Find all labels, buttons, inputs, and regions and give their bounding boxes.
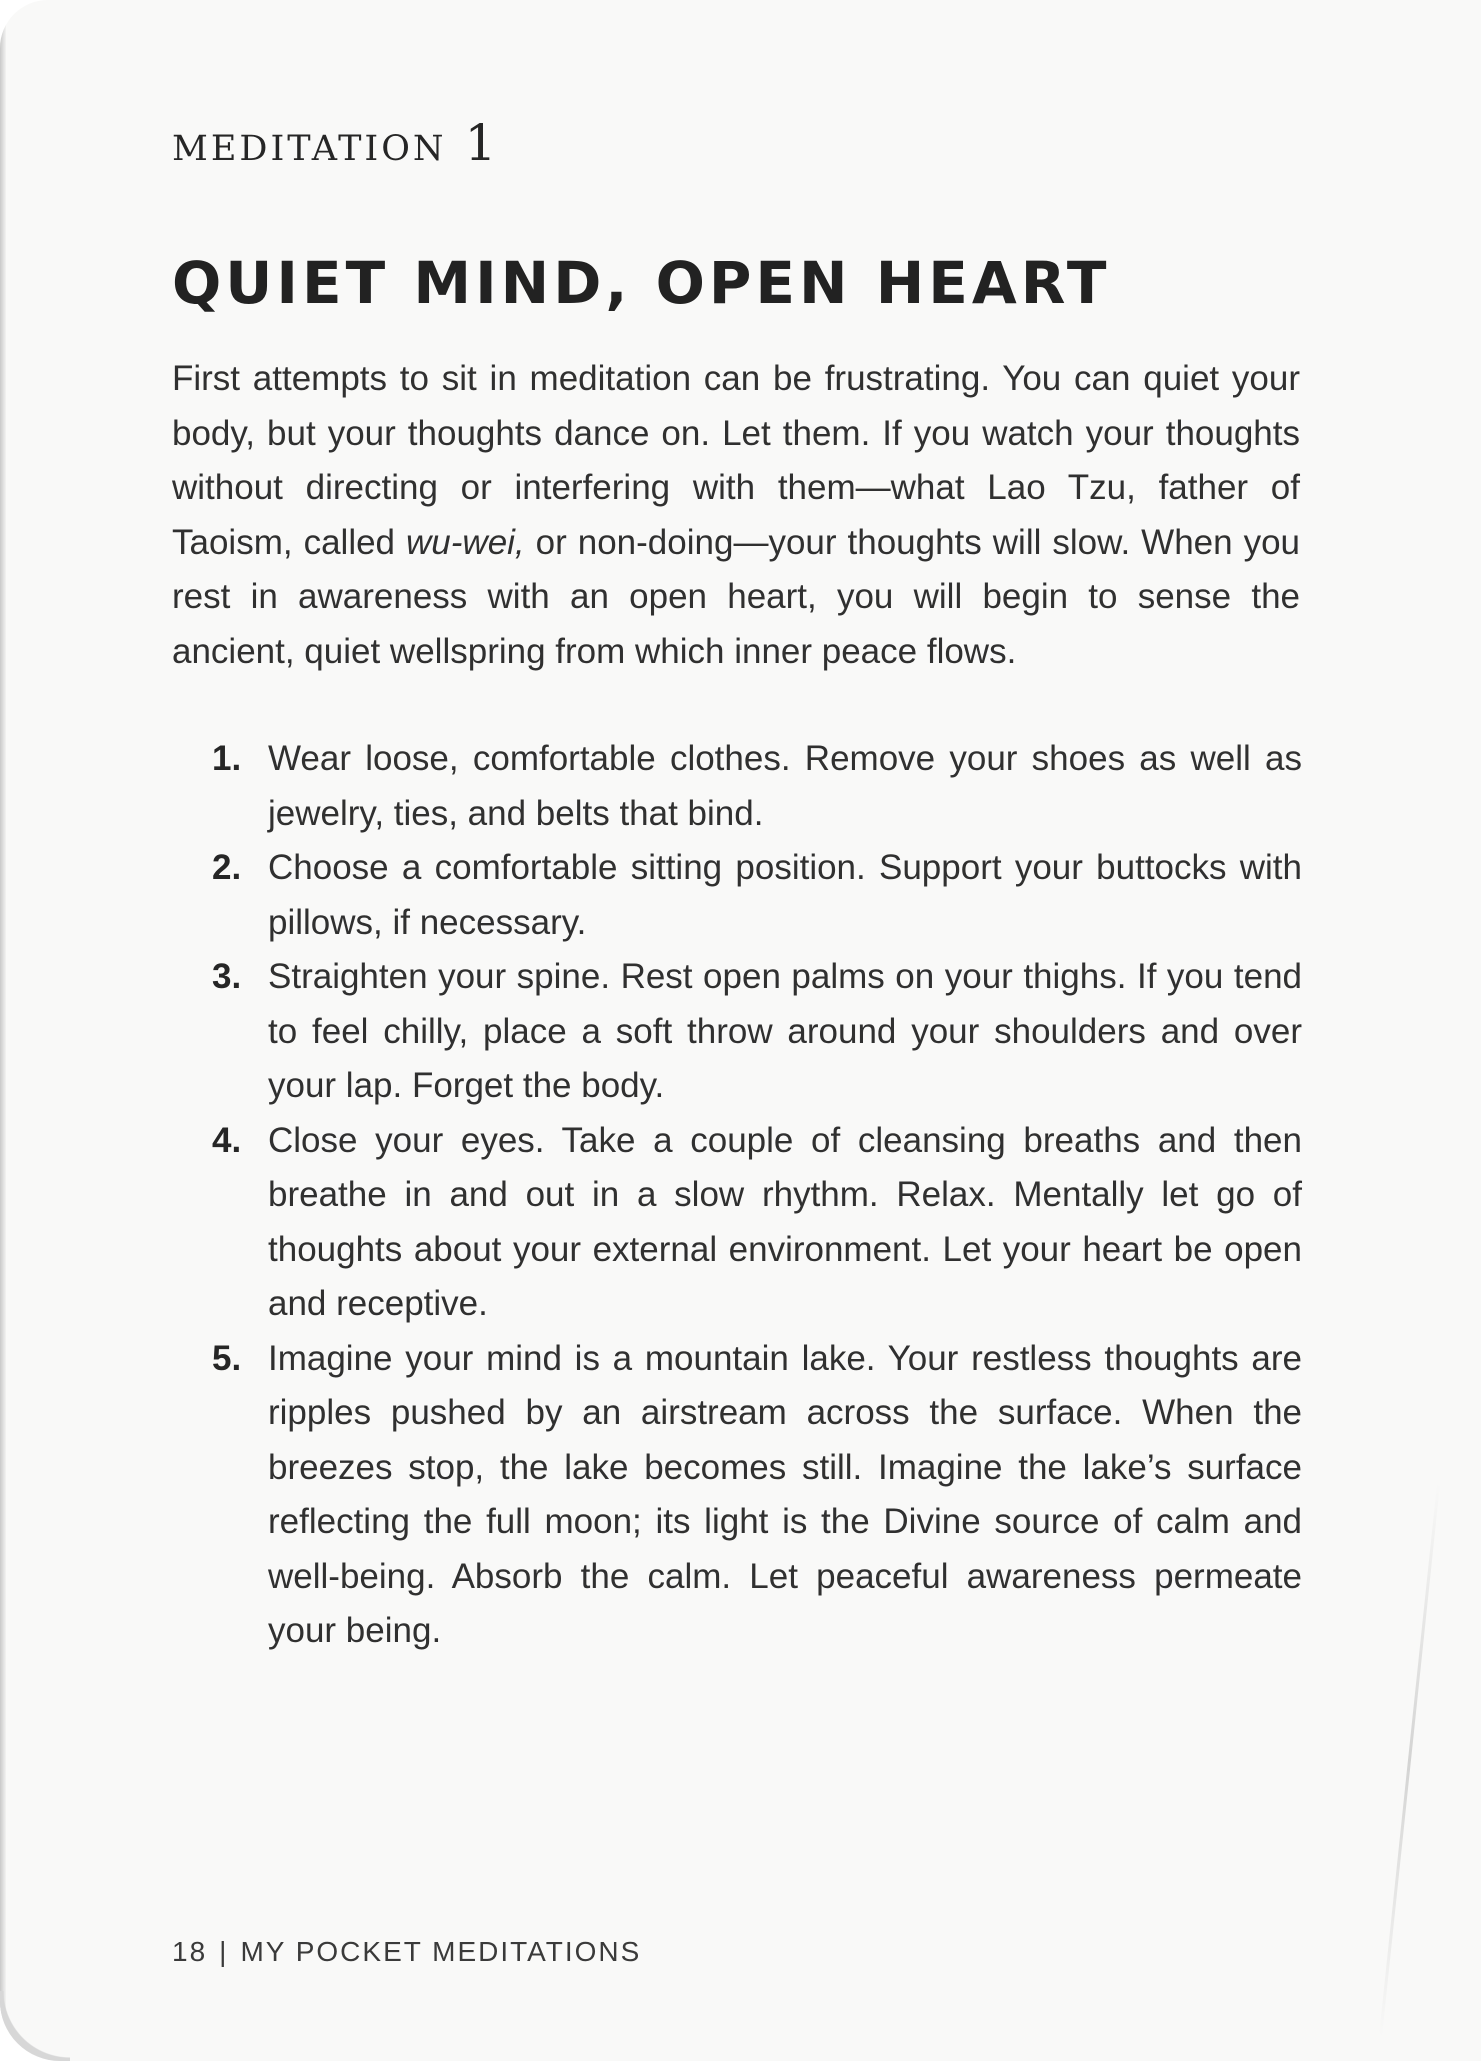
steps-list xyxy=(172,732,1302,1659)
intro-text-end: or non-doing—your thoughts will slow. When you rest in awareness with an open heart, you will begin to sense the ancient, quiet wellspring from which inner peace flows. xyxy=(172,522,1301,671)
page-edge xyxy=(0,0,6,2061)
intro-text-start: First attempts to sit in meditation can be frustrating. You can quiet your body, but your thoughts dance on. Let them. If you watch your thoughts without directing or interfering with them—what Lao Tzu, father of Taoism, called xyxy=(172,359,1300,562)
list-item xyxy=(172,732,1302,841)
page-title: QUIET MIND, OPEN HEART xyxy=(172,249,1111,317)
intro-paragraph xyxy=(172,352,1300,679)
chapter-label-text: meditation xyxy=(172,114,447,172)
book-title: MY POCKET MEDITATIONS xyxy=(240,1936,642,1967)
step-number: 4. xyxy=(212,1120,242,1160)
step-text: Straighten your spine. Rest open palms on your thighs. If you tend to feel chilly, place a soft throw around your shoulders and over your lap. Forget the body. xyxy=(268,957,1302,1105)
list-item xyxy=(172,841,1302,950)
step-text: Close your eyes. Take a couple of cleansing breaths and then breathe in and out in a slow rhythm. Relax. Mentally let go of thoughts about your external environment. Let your heart be open and receptive. xyxy=(268,1120,1302,1323)
footer-separator: | xyxy=(219,1936,229,1967)
page-footer xyxy=(172,1936,641,1968)
chapter-number: 1 xyxy=(464,114,500,172)
step-number: 2. xyxy=(212,848,242,887)
chapter-label xyxy=(172,114,500,172)
list-item xyxy=(172,950,1302,1114)
step-number: 3. xyxy=(212,957,242,996)
page-crease xyxy=(1379,1481,1441,2038)
step-text: Imagine your mind is a mountain lake. Your restless thoughts are ripples pushed by an airstream across the surface. When the breezes stop, the lake becomes still. Imagine the lake’s surface reflecting the full moon; its light is the Divine source of calm and well-being. Absorb the calm. Let peaceful awareness permeate your being. xyxy=(268,1338,1302,1650)
step-text: Choose a comfortable sitting position. Support your buttocks with pillows, if necessary. xyxy=(268,848,1302,942)
page-number: 18 xyxy=(172,1936,208,1967)
intro-term: wu-wei, xyxy=(406,522,525,562)
list-item xyxy=(172,1332,1302,1659)
page-corner xyxy=(0,1991,70,2061)
step-number: 5. xyxy=(212,1338,242,1378)
step-number: 1. xyxy=(212,739,242,778)
list-item xyxy=(172,1114,1302,1332)
step-text: Wear loose, comfortable clothes. Remove your shoes as well as jewelry, ties, and belts that bind. xyxy=(268,739,1302,833)
